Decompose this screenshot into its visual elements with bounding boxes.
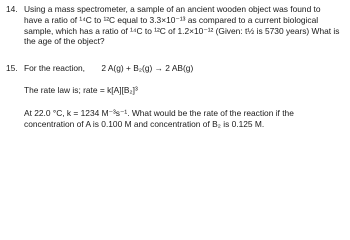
reaction-equation: 2 A(g) + B₂(g) → 2 AB(g) bbox=[101, 63, 194, 73]
question-15-number: 15. bbox=[6, 63, 18, 73]
question-15-condition: At 22.0 °C, k = 1234 M⁻³s⁻¹. What would be the rate of the reaction if the concentration of A is 0.100 M and concentration of B₂ is 0.125 M. bbox=[24, 108, 294, 129]
reaction-intro: For the reaction, bbox=[24, 63, 85, 73]
question-14-text: Using a mass spectrometer, a sample of an ancient wooden object was found to have a ratio of ¹⁴C to ¹²C equal to 3.3×10⁻¹³ as compared to a current biological sample, which has a ratio of ¹⁴C to ¹²C of 1.2×10⁻¹² (Given: t½ is 5730 years) What is the age of the object? bbox=[24, 4, 340, 47]
rate-law: The rate law is; rate = k[A][B₂]³ bbox=[24, 85, 138, 95]
question-14-number: 14. bbox=[6, 4, 18, 14]
reaction-line bbox=[24, 63, 197, 74]
